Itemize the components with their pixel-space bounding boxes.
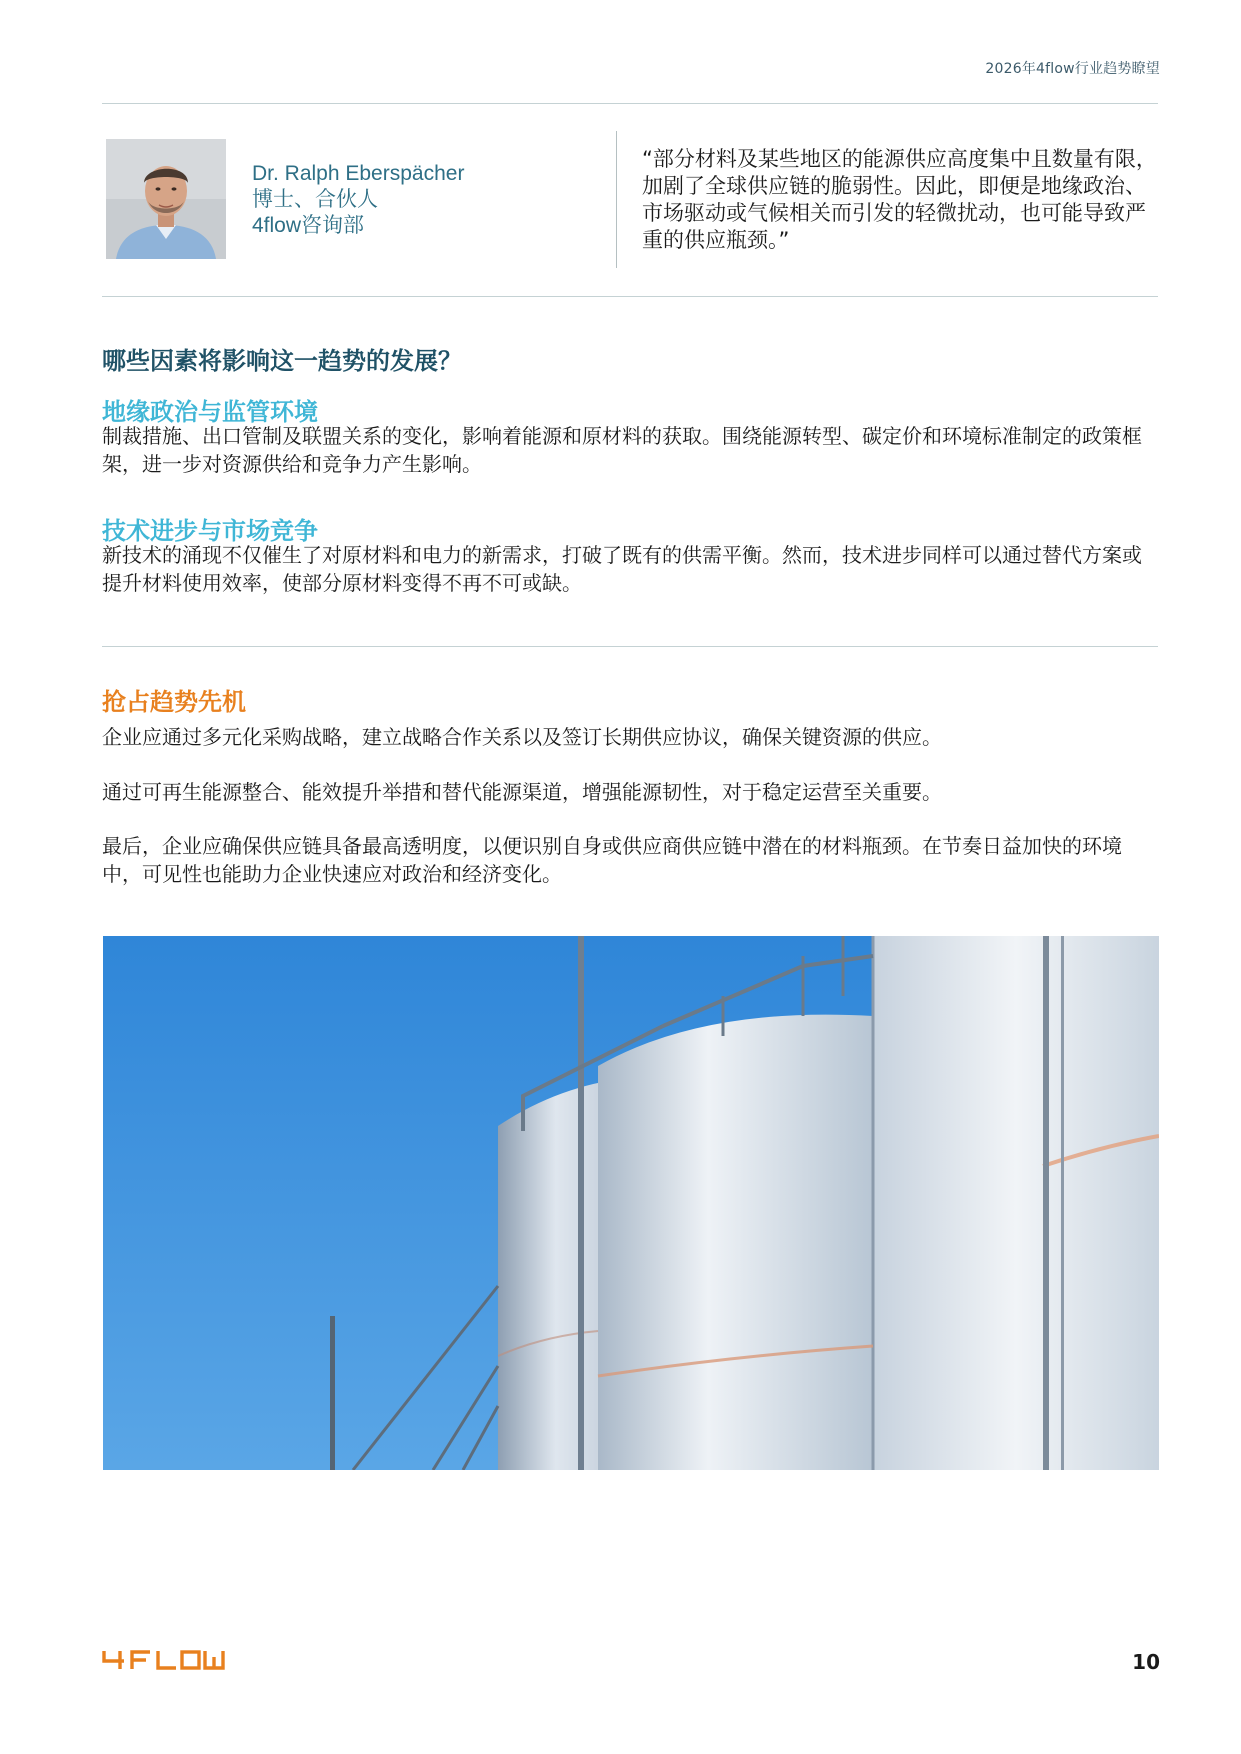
factor-title-technology: 技术进步与市场竞争 (102, 517, 318, 545)
factor-title-geopolitics: 地缘政治与监管环境 (102, 398, 318, 426)
author-quote: “部分材料及某些地区的能源供应高度集中且数量有限，加剧了全球供应链的脆弱性。因此，即便是地缘政治、市场驱动或气候相关而引发的轻微扰动，也可能导致严重的供应瓶颈。” (642, 147, 1157, 252)
header-title: 2026年4flow行业趋势瞭望 (985, 61, 1160, 77)
author-department: 4flow咨询部 (252, 214, 365, 237)
quote-divider (616, 131, 617, 268)
opportunity-paragraph-3: 最后，企业应确保供应链具备最高透明度，以便识别自身或供应商供应链中潜在的材料瓶颈。在节奏日益加快的环境中，可见性也能助力企业快速应对政治和经济变化。 (102, 834, 1122, 886)
silo-photo (103, 936, 1159, 1470)
opportunity-paragraph-1: 企业应通过多元化采购战略，建立战略合作关系以及签订长期供应协议，确保关键资源的供应。 (102, 725, 942, 749)
page-number: 10 (1132, 1650, 1160, 1674)
author-role: 博士、合伙人 (252, 188, 378, 211)
section-divider-1 (102, 296, 1158, 297)
header-divider (102, 103, 1158, 104)
author-block (252, 161, 464, 239)
opportunity-heading: 抢占趋势先机 (102, 688, 246, 716)
factor-body-technology: 新技术的涌现不仅催生了对原材料和电力的新需求，打破了既有的供需平衡。然而，技术进步同样可以通过替代方案或提升材料使用效率，使部分原材料变得不再不可或缺。 (102, 543, 1142, 595)
4flow-logo (102, 1649, 226, 1671)
opportunity-paragraph-2: 通过可再生能源整合、能效提升举措和替代能源渠道，增强能源韧性，对于稳定运营至关重要。 (102, 780, 942, 804)
factor-body-geopolitics: 制裁措施、出口管制及联盟关系的变化，影响着能源和原材料的获取。围绕能源转型、碳定价和环境标准制定的政策框架，进一步对资源供给和竞争力产生影响。 (102, 424, 1142, 476)
author-portrait (106, 139, 226, 259)
author-name: Dr. Ralph Eberspächer (252, 162, 465, 185)
section-divider-2 (102, 646, 1158, 647)
factors-heading: 哪些因素将影响这一趋势的发展？ (102, 347, 462, 375)
